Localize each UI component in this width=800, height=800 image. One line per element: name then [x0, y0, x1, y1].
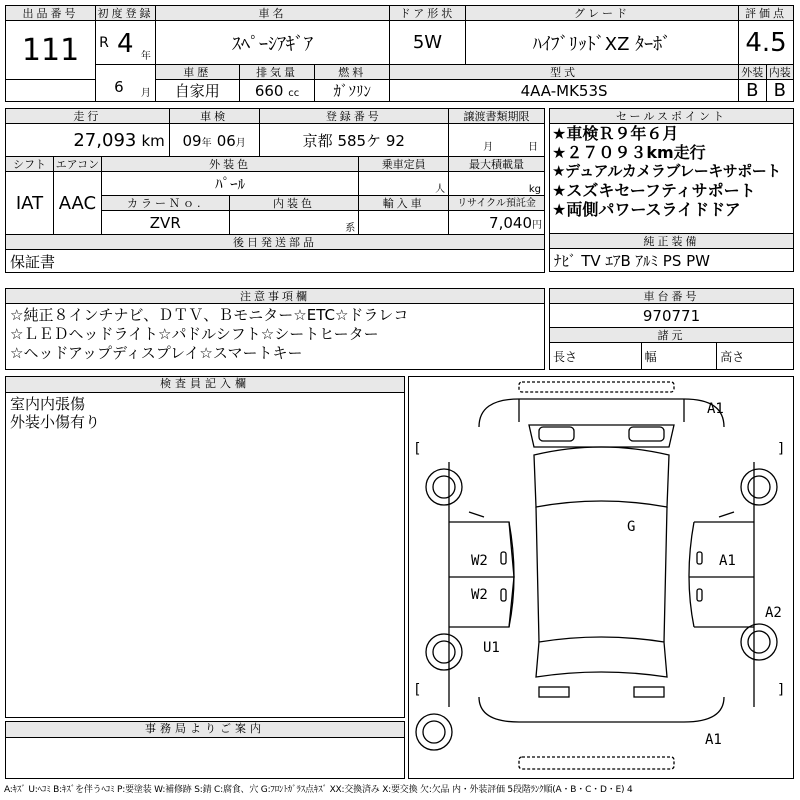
displacement-cell	[239, 80, 315, 102]
year-unit: 年	[140, 51, 151, 62]
sales-point-item: ★スズキセーフティサポート	[552, 181, 756, 200]
note-line: ☆ＬＥＤヘッドライト☆パドルシフト☆シートヒーター	[10, 325, 379, 343]
recycle-label: リサイクル預託金	[449, 196, 545, 211]
right-headlight	[629, 427, 664, 441]
front-grille	[529, 425, 674, 447]
chassis-number: 970771	[550, 304, 794, 328]
right-doors	[689, 522, 754, 627]
height-label: 高さ	[717, 343, 794, 370]
score: 4.5	[739, 21, 794, 65]
header-table	[5, 5, 794, 102]
bracket-left: [	[413, 682, 422, 698]
damage-roof: G	[627, 519, 636, 535]
delivery-value: 保証書	[6, 250, 545, 273]
door: 5W	[390, 21, 466, 65]
color-no-label: カラーＮｏ.	[101, 196, 229, 211]
inspector-box	[5, 376, 405, 718]
month-cell	[96, 65, 156, 102]
chassis-label: 車台番号	[550, 289, 794, 304]
lot-blank	[6, 80, 96, 102]
sales-points-table	[549, 108, 794, 272]
first-reg-label: 初度登録	[97, 6, 154, 20]
insp-month: 06	[216, 131, 236, 150]
sales-point-item: ★デュアルカメラブレーキサポート	[552, 162, 781, 180]
recycle-cell	[449, 211, 545, 235]
int-grade: B	[766, 80, 794, 102]
recycle-unit: 円	[532, 220, 542, 231]
rear-window	[536, 637, 667, 677]
color-label: 外装色	[101, 157, 358, 172]
transfer-day-unit: 日	[528, 142, 538, 153]
era: R	[96, 21, 115, 65]
left-taillight	[539, 687, 569, 697]
mileage-unit: km	[141, 131, 165, 150]
transfer-label: 譲渡書類期限	[449, 109, 545, 124]
insp-year: 09	[182, 131, 202, 150]
inspector-body	[6, 393, 404, 433]
interior-unit: 系	[229, 211, 359, 235]
inspection-cell	[169, 124, 259, 157]
windshield	[534, 447, 669, 507]
month: 6	[114, 78, 124, 96]
bracket-right: ]	[777, 682, 786, 698]
inspector-line: 外装小傷有り	[10, 413, 101, 431]
wheel-rl-inner	[433, 641, 455, 663]
color: ﾊﾟｰﾙ	[101, 172, 358, 196]
office-box	[5, 721, 405, 779]
ac-label: エアコン	[53, 157, 101, 172]
notes-table	[5, 288, 545, 370]
front-bumper	[479, 399, 724, 427]
inspector-label: 検査員記入欄	[6, 377, 404, 393]
car-diagram-box	[408, 376, 794, 779]
bracket-left: [	[413, 441, 422, 457]
int-label: 内装	[766, 65, 794, 80]
ext-label: 外装	[739, 65, 766, 80]
registration: 京都 585ケ 92	[259, 124, 449, 157]
history: 自家用	[155, 80, 239, 102]
ac: AAC	[53, 172, 101, 235]
sales-points-label: セールスポイント	[550, 109, 794, 124]
shift-label: シフト	[6, 157, 54, 172]
rear-bumper	[479, 697, 724, 722]
grade: ﾊｲﾌﾞﾘｯﾄﾞXZ ﾀｰﾎﾞ	[465, 21, 738, 65]
inspection-label: 車検	[169, 109, 259, 124]
wheel-fl-inner	[433, 476, 455, 498]
ext-grade: B	[739, 80, 766, 102]
office-label: 事務局よりご案内	[6, 722, 404, 738]
sales-point-item: ★両側パワースライドドア	[552, 200, 741, 219]
notes-body	[6, 304, 545, 370]
mileage-cell	[6, 124, 170, 157]
damage-legend: A:ｷｽﾞ U:ﾍｺﾐ B:ｷｽﾞを伴うﾍｺﾐ P:要塗装 W:補修跡 S:錆 C:腐食、穴 G:ﾌﾛﾝﾄｶﾞﾗｽ点ｷｽﾞ XX:交換済み X:要交換 欠:欠品 内・外装評価 5段階ﾗﾝｸ順(A・B・C・D・E) 4	[4, 785, 633, 795]
damage-front-bumper: A1	[707, 401, 724, 417]
length-label: 長さ	[550, 343, 642, 370]
mirrors	[469, 512, 734, 517]
door-handle	[697, 552, 702, 564]
damage-left-front-door: W2	[471, 553, 488, 569]
capacity-unit: 人	[359, 172, 449, 196]
load-unit: kg	[449, 172, 545, 196]
wheel-rr-inner	[748, 631, 770, 653]
lot-label: 出品番号	[6, 6, 96, 21]
rear-bumper-bottom	[519, 757, 674, 769]
right-taillight	[634, 687, 664, 697]
damage-left-rear: U1	[483, 640, 500, 656]
reg-label: 登録番号	[259, 109, 449, 124]
front-bumper-sides	[519, 399, 684, 422]
displacement: 660	[254, 81, 284, 100]
displacement-label: 排気量	[239, 65, 315, 80]
car-diagram	[409, 377, 793, 778]
door-handle	[697, 589, 702, 601]
load-label: 最大積載量	[449, 157, 545, 172]
year-cell	[115, 21, 155, 65]
lot-number: 111	[6, 21, 96, 80]
spare-wheel	[416, 714, 452, 750]
sales-point-item: ★車検Ｒ９年６月	[552, 124, 679, 143]
import-value	[359, 211, 449, 235]
bracket-right: ]	[777, 441, 786, 457]
damage-rear-bumper: A1	[705, 732, 722, 748]
detail-table	[5, 108, 545, 273]
color-no: ZVR	[101, 211, 229, 235]
year: 4	[117, 29, 134, 59]
shift: IAT	[6, 172, 54, 235]
type: 4AA-MK53S	[390, 80, 739, 102]
import-label: 輸入車	[359, 196, 449, 211]
left-doors	[449, 522, 514, 627]
inspector-line: 室内内張傷	[10, 395, 86, 413]
left-headlight	[539, 427, 574, 441]
recycle: 7,040	[489, 214, 532, 232]
front-bumper-top	[519, 382, 674, 392]
note-line: ☆ヘッドアップディスプレイ☆スマートキー	[10, 344, 303, 362]
notes-label: 注意事項欄	[6, 289, 545, 304]
model-name-label: 車名	[155, 6, 389, 21]
chassis-table	[549, 288, 794, 370]
wheel-fl	[426, 469, 462, 505]
roof-sides	[536, 507, 667, 642]
damage-right-front-door: A1	[719, 553, 736, 569]
spare-wheel-inner	[423, 721, 445, 743]
insp-month-unit: 月	[235, 137, 246, 149]
damage-left-rear-door: W2	[471, 587, 488, 603]
interior-color-label: 内装色	[229, 196, 359, 211]
grade-label: グレード	[465, 6, 738, 21]
delivery-label: 後日発送部品	[6, 235, 545, 250]
door-handle	[501, 589, 506, 601]
score-label: 評価点	[739, 6, 794, 21]
transfer-month-unit: 月	[483, 142, 494, 153]
fuel-label: 燃料	[315, 65, 390, 80]
month-unit: 月	[140, 88, 151, 99]
history-label: 車歴	[155, 65, 239, 80]
mileage: 27,093	[73, 129, 137, 151]
sales-points-list	[550, 124, 794, 234]
door-label: ドア形状	[390, 6, 466, 21]
type-label: 型式	[390, 65, 739, 80]
damage-right-rear-quarter: A2	[765, 605, 782, 621]
sales-point-item: ★２７０９３km走行	[552, 143, 706, 162]
model-name: ｽﾍﾟｰｼｱｷﾞｱ	[155, 21, 389, 65]
transfer-cell	[449, 124, 545, 157]
fuel: ｶﾞｿﾘﾝ	[315, 80, 390, 102]
capacity-label: 乗車定員	[359, 157, 449, 172]
displacement-unit: cc	[288, 87, 300, 99]
wheel-fr-inner	[748, 476, 770, 498]
specs-label: 諸元	[550, 328, 794, 343]
wheel-rr	[741, 624, 777, 660]
note-line: ☆純正８インチナビ、ＤＴＶ、Ｂモニター☆ETC☆ドラレコ	[10, 306, 409, 324]
wheel-rl	[426, 634, 462, 670]
width-label: 幅	[641, 343, 717, 370]
wheel-fr	[741, 469, 777, 505]
equipment-label: 純正装備	[550, 234, 794, 249]
equipment-value: ﾅﾋﾞ TV ｴｱB ｱﾙﾐ PS PW	[550, 249, 794, 272]
insp-year-unit: 年	[201, 137, 212, 149]
mileage-label: 走行	[6, 109, 170, 124]
door-handle	[501, 552, 506, 564]
